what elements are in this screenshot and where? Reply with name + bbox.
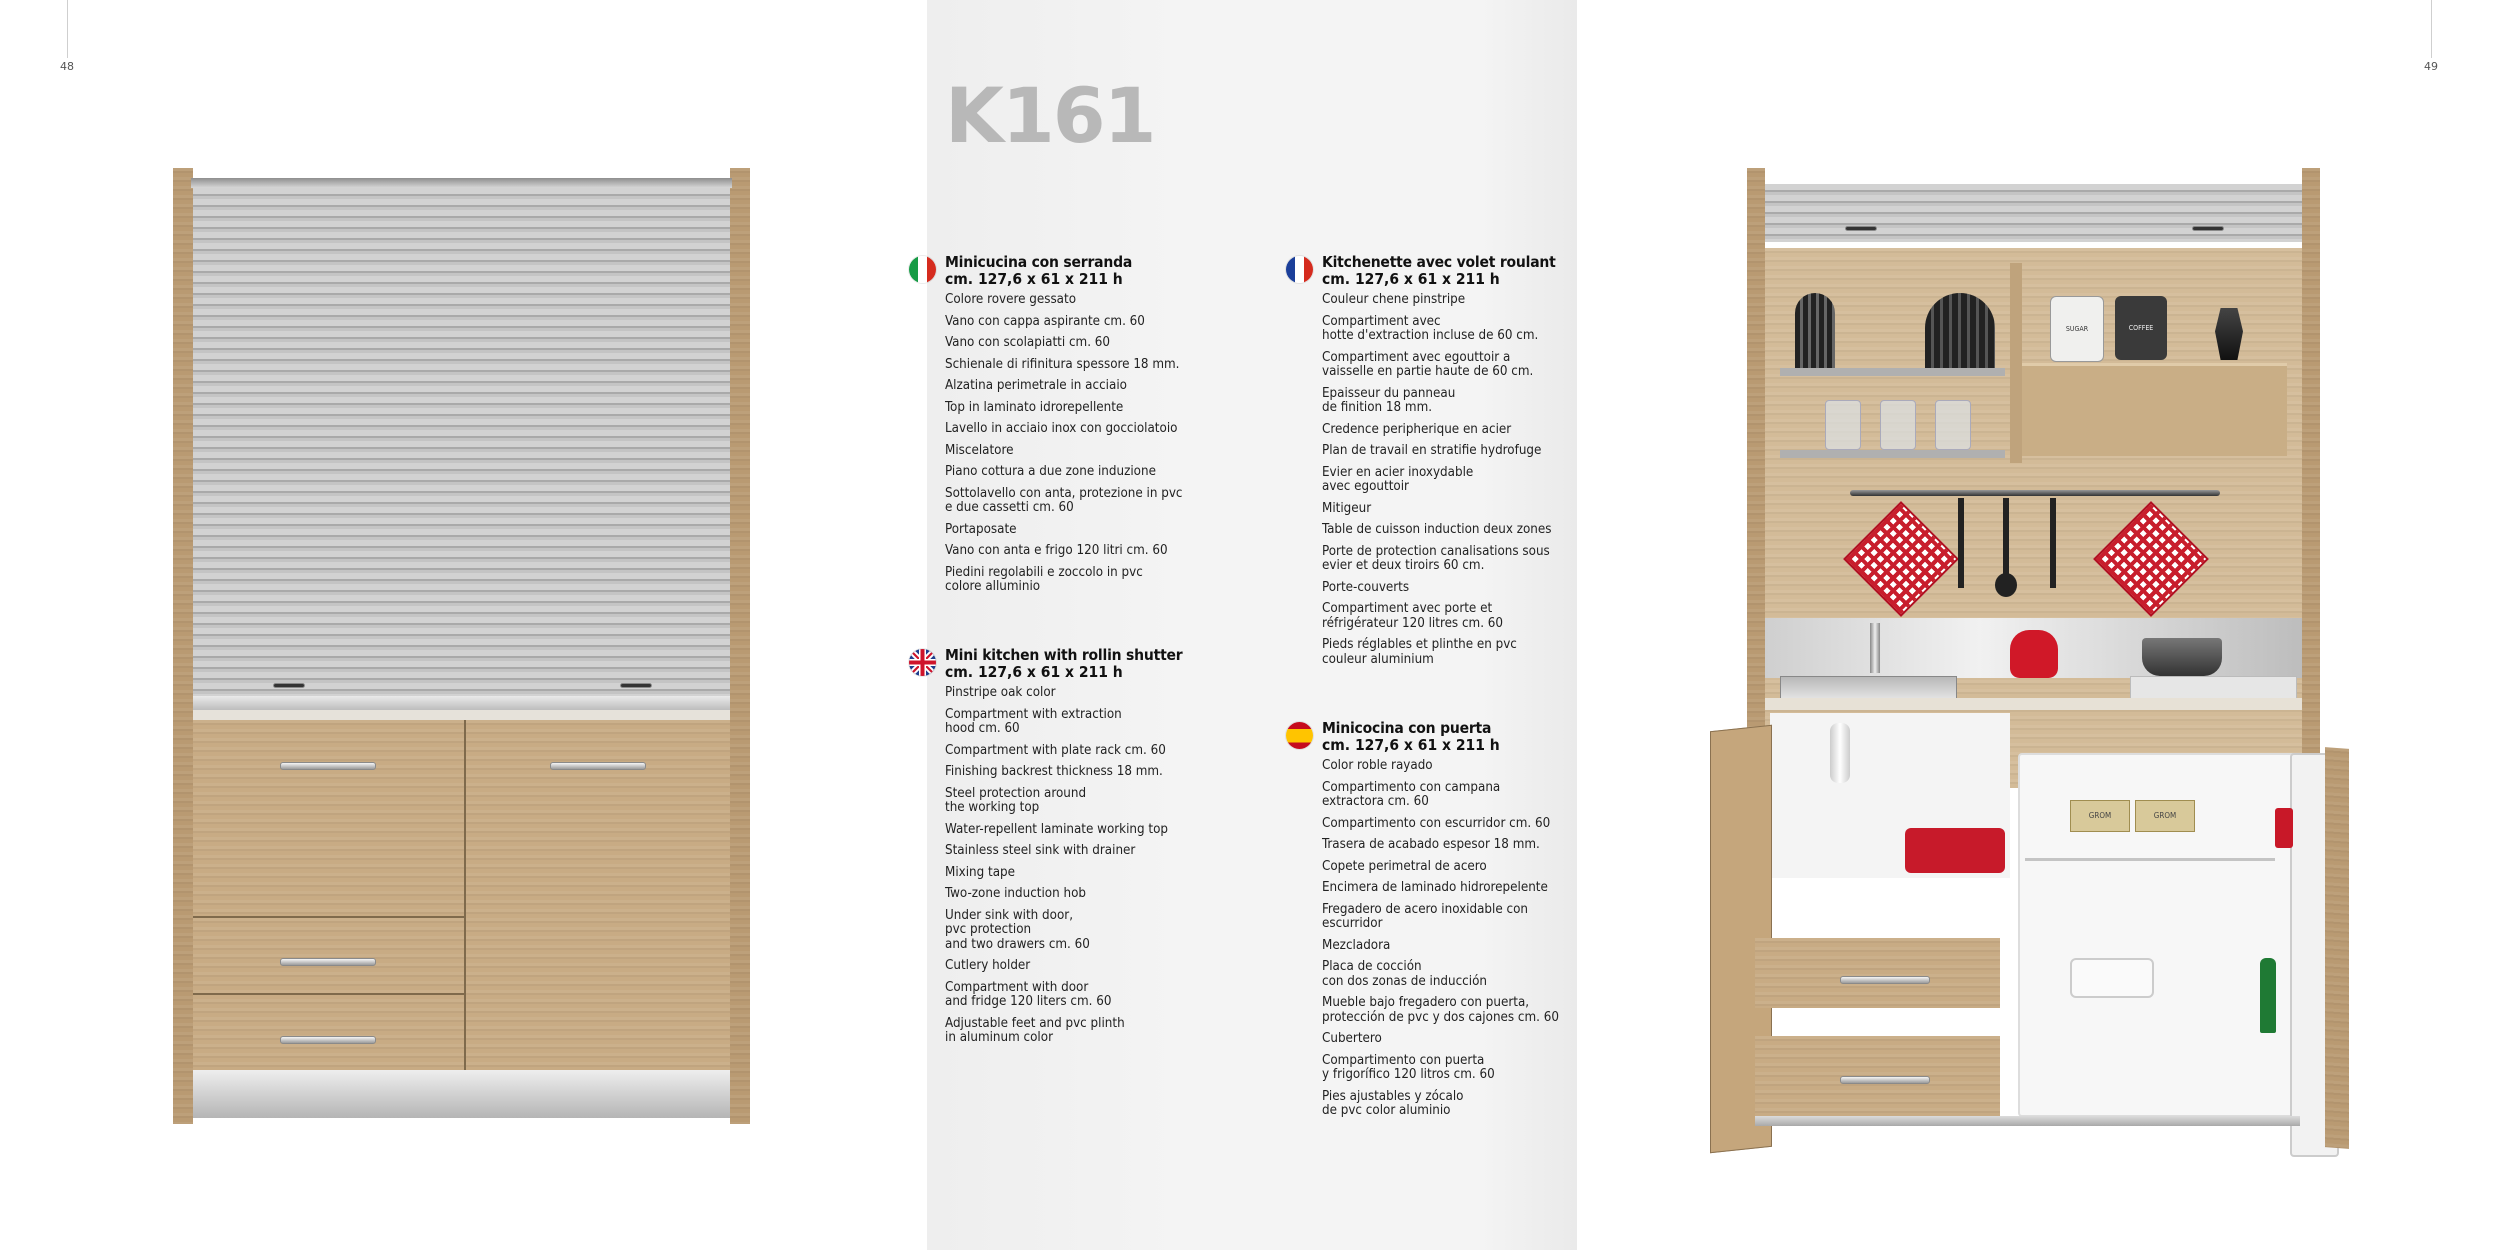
spec-item: Credence peripherique en acier <box>1322 421 1512 437</box>
drawer-handle-1 <box>1840 976 1930 984</box>
spatula-icon <box>1958 498 1964 588</box>
spec-item: Schienale di rifinitura spessore 18 mm. <box>945 356 1180 372</box>
shutter-bottom-rail <box>193 696 730 710</box>
spec-item: Compartimento con escurridor cm. 60 <box>1322 815 1551 831</box>
spec-item: Compartimento con puerta y frigorífico 120 litros cm. 60 <box>1322 1052 1495 1082</box>
left-side-panel <box>173 168 193 1124</box>
door-handle-left <box>280 762 376 770</box>
upper-shelf <box>2022 363 2287 456</box>
spec-size: cm. 127,6 x 61 x 211 h <box>945 663 1123 681</box>
red-basin <box>1905 828 2005 873</box>
drawer-handle-2 <box>280 1036 376 1044</box>
spec-item: Colore rovere gessato <box>945 292 1077 307</box>
cabinet-divider <box>464 720 466 1070</box>
spec-item: Compartment with plate rack cm. 60 <box>945 742 1166 758</box>
spec-item: Compartment with door and fridge 120 liters cm. 60 <box>945 979 1112 1009</box>
spec-item: Vano con scolapiatti cm. 60 <box>945 335 1111 350</box>
spec-english <box>945 647 1215 1053</box>
spec-list <box>945 686 1215 1046</box>
spec-item: Mueble bajo fregadero con puerta, protección de pvc y dos cajones cm. 60 <box>1322 995 1559 1025</box>
italy-flag-icon <box>909 256 936 283</box>
spec-item: Placa de cocción con dos zonas de inducción <box>1322 959 1487 989</box>
spec-size: cm. 127,6 x 61 x 211 h <box>945 270 1123 288</box>
spec-item: Mitigeur <box>1322 500 1372 516</box>
spec-item: Compartiment avec egouttoir a vaisselle en partie haute de 60 cm. <box>1322 349 1534 379</box>
open-kitchen-image <box>1710 168 2350 1168</box>
spec-item: Table de cuisson induction deux zones <box>1322 522 1552 537</box>
red-vase <box>2010 630 2058 678</box>
drawer-line-2 <box>193 993 465 995</box>
spain-flag-icon <box>1286 722 1313 749</box>
closed-kitchen-image <box>173 168 750 1124</box>
right-side-panel <box>730 168 750 1124</box>
drawer-upper <box>1755 938 2000 1008</box>
cooking-pot <box>2142 638 2222 676</box>
ladle-bowl <box>1995 573 2017 597</box>
spec-item: Evier en acier inoxydable avec egouttoir <box>1322 464 1474 494</box>
spec-item: Trasera de acabado espesor 18 mm. <box>1322 837 1540 852</box>
plates <box>1795 293 1995 368</box>
worktop-edge <box>1765 698 2302 710</box>
uk-flag-icon <box>909 649 936 676</box>
spec-item: Fregadero de acero inoxidable con escurridor <box>1322 901 1528 931</box>
induction-hob <box>2130 676 2297 700</box>
spec-item: Under sink with door, pvc protection and two drawers cm. 60 <box>945 907 1090 952</box>
spec-list <box>1322 759 1592 1119</box>
spec-item: Finishing backrest thickness 18 mm. <box>945 764 1163 779</box>
plate-rack <box>1780 368 2005 376</box>
model-title: K161 <box>945 71 1155 160</box>
spec-title: Minicocina con puerta <box>1322 719 1492 737</box>
fridge-box-1: GROM <box>2070 800 2130 832</box>
right-open-door <box>2325 747 2349 1149</box>
page-number-left: 48 <box>60 60 74 73</box>
coffee-label: COFFEE <box>2128 324 2154 332</box>
shutter-handle-left <box>1845 226 1877 231</box>
siphon <box>1830 723 1850 783</box>
spec-item: Top in laminato idrorepellente <box>945 399 1124 415</box>
sugar-jar <box>2050 296 2104 362</box>
cola-can <box>2275 808 2293 848</box>
spec-item: Pies ajustables y zócalo de pvc color aluminio <box>1322 1088 1464 1118</box>
compartment-divider <box>2010 263 2022 463</box>
base-cabinet-left <box>193 720 465 1070</box>
spec-item: Compartment with extraction hood cm. 60 <box>945 706 1122 736</box>
spec-item: Cutlery holder <box>945 958 1031 973</box>
spec-title: Kitchenette avec volet roulant <box>1322 253 1556 271</box>
spec-item: Piano cottura a due zone induzione <box>945 464 1156 479</box>
fork-icon <box>2050 498 2056 588</box>
spec-list <box>1322 293 1592 667</box>
spec-item: Vano con cappa aspirante cm. 60 <box>945 313 1145 329</box>
spec-item: Mezcladora <box>1322 937 1391 953</box>
spec-item: Piedini regolabili e zoccolo in pvc colore alluminio <box>945 564 1143 594</box>
top-cap <box>191 178 732 188</box>
drawer-line-1 <box>193 916 465 918</box>
spec-item: Mixing tape <box>945 864 1016 880</box>
shutter-handle-right <box>2192 226 2224 231</box>
spec-title: Mini kitchen with rollin shutter <box>945 646 1183 664</box>
shutter-handle-right <box>620 683 652 688</box>
spec-size: cm. 127,6 x 61 x 211 h <box>1322 736 1500 754</box>
spec-item: Portaposate <box>945 521 1017 537</box>
spec-item: Cubertero <box>1322 1031 1382 1046</box>
spec-item: Compartimento con campana extractora cm. 60 <box>1322 779 1501 809</box>
coffee-jar <box>2115 296 2167 360</box>
spec-item: Compartiment avec porte et réfrigérateur 120 litres cm. 60 <box>1322 601 1504 631</box>
spec-item: Epaisseur du panneau de finition 18 mm. <box>1322 385 1456 415</box>
fridge-box-2: GROM <box>2135 800 2195 832</box>
spec-item: Lavello in acciaio inox con gocciolatoio <box>945 421 1178 436</box>
spec-french <box>1322 254 1592 674</box>
spec-item: Stainless steel sink with drainer <box>945 843 1136 858</box>
shutter-handle-left <box>273 683 305 688</box>
spec-item: Sottolavello con anta, protezione in pvc e due cassetti cm. 60 <box>945 485 1183 515</box>
france-flag-icon <box>1286 256 1313 283</box>
base-cabinet-right <box>465 720 730 1070</box>
glasses <box>1825 400 1975 450</box>
aluminium-plinth <box>1755 1116 2300 1126</box>
wine-bottle <box>2260 958 2276 1033</box>
spec-item: Two-zone induction hob <box>945 886 1086 901</box>
spec-item: Vano con anta e frigo 120 litri cm. 60 <box>945 543 1168 558</box>
spec-item: Porte de protection canalisations sous evier et deux tiroirs 60 cm. <box>1322 543 1550 573</box>
door-handle-right <box>550 762 646 770</box>
glass-rack <box>1780 450 2005 458</box>
spec-size: cm. 127,6 x 61 x 211 h <box>1322 270 1500 288</box>
utensil-rail <box>1850 490 2220 496</box>
spec-item: Miscelatore <box>945 442 1014 458</box>
spec-item: Couleur chene pinstripe <box>1322 292 1466 307</box>
spec-item: Adjustable feet and pvc plinth in aluminum color <box>945 1015 1125 1045</box>
aluminium-plinth <box>193 1070 730 1118</box>
spec-spanish <box>1322 720 1592 1126</box>
page-number-right: 49 <box>2424 60 2438 73</box>
spec-item: Plan de travail en stratifie hydrofuge <box>1322 443 1542 458</box>
ladle-icon <box>2003 498 2009 578</box>
right-page-rule <box>2431 0 2432 58</box>
spec-item: Alzatina perimetrale in acciaio <box>945 378 1127 393</box>
sugar-label: SUGAR <box>2065 325 2089 333</box>
fridge-shelf <box>2025 858 2275 861</box>
spec-title: Minicucina con serranda <box>945 253 1133 271</box>
worktop-edge <box>193 710 730 720</box>
drawer-handle-1 <box>280 958 376 966</box>
rolled-shutter <box>1765 184 2302 242</box>
spec-item: Color roble rayado <box>1322 758 1433 773</box>
left-page-rule <box>67 0 68 58</box>
spec-item: Water-repellent laminate working top <box>945 821 1169 837</box>
spec-list <box>945 293 1215 595</box>
faucet-icon <box>1870 623 1880 673</box>
spec-item: Pieds réglables et plinthe en pvc couleur aluminium <box>1322 637 1517 667</box>
drawer-handle-2 <box>1840 1076 1930 1084</box>
fruit-bowl <box>2070 958 2154 998</box>
spec-item: Pinstripe oak color <box>945 685 1056 700</box>
spec-item: Compartiment avec hotte d'extraction incluse de 60 cm. <box>1322 313 1539 343</box>
moka-pot <box>2215 308 2243 360</box>
spec-italian <box>945 254 1215 602</box>
spec-item: Copete perimetral de acero <box>1322 858 1487 874</box>
spec-item: Steel protection around the working top <box>945 785 1087 815</box>
spec-item: Encimera de laminado hidrorepelente <box>1322 880 1548 895</box>
spec-item: Porte-couverts <box>1322 579 1410 595</box>
